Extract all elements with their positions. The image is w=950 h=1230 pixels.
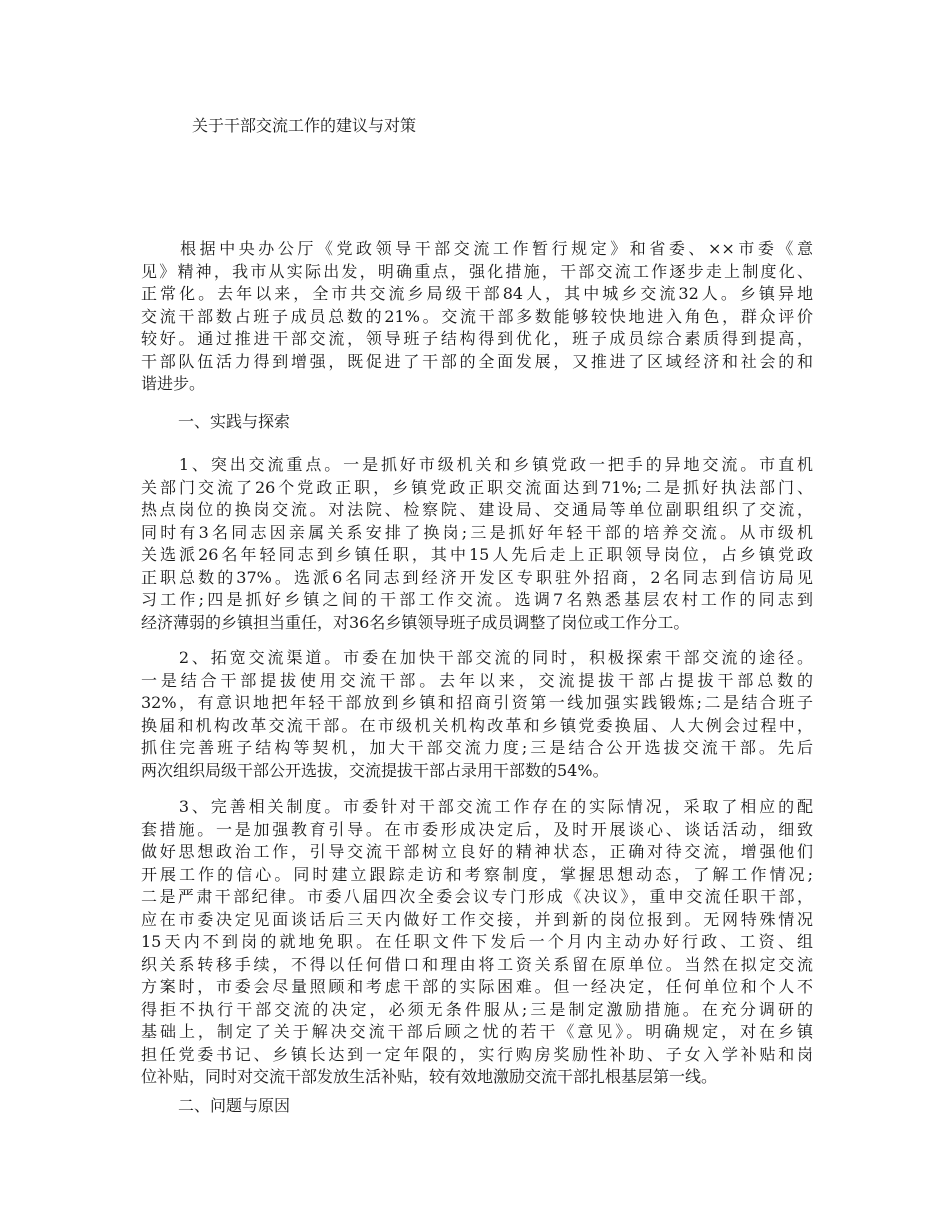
text-line: 开展工作的信心。同时建立跟踪走访和考察制度，掌握思想动态，了解工作情况;	[141, 864, 813, 884]
text-line: 热点岗位的换岗交流。对法院、检察院、建设局、交通局等单位副职组织了交流，	[141, 500, 813, 519]
text-line: 关部门交流了26个党政正职，乡镇党政正职交流面达到71%;二是抓好执法部门、	[141, 477, 813, 497]
text-line: 谐进步。	[141, 374, 206, 393]
text-line: 基础上，制定了关于解决交流干部后顾之忧的若干《意见》。明确规定，对在乡镇	[141, 1022, 813, 1041]
text-line: 抓住完善班子结构等契机，加大干部交流力度;三是结合公开选拔交流干部。先后	[141, 738, 813, 757]
text-line: 习工作;四是抓好乡镇之间的干部工作交流。选调7名熟悉基层农村工作的同志到	[141, 590, 813, 609]
section-heading-problems: 二、问题与原因	[178, 1096, 291, 1115]
text-line: 套措施。一是加强教育引导。在市委形成决定后，及时开展谈心、谈话活动，细致	[141, 819, 813, 839]
text-line: 一是结合干部提拔使用交流干部。去年以来，交流提拔干部占提拔干部总数的	[141, 670, 813, 690]
text-line: 方案时，市委会尽量照顾和考虑干部的实际困难。但一经决定，任何单位和个人不	[141, 977, 813, 996]
text-line: 织关系转移手续，不得以任何借口和理由将工资关系留在原单位。当然在拟定交流	[141, 954, 813, 974]
text-line: 换届和机构改革交流干部。在市级机关机构改革和乡镇党委换届、人大例会过程中，	[141, 715, 813, 735]
intro-paragraph	[141, 238, 813, 396]
text-line: 32%，有意识地把年轻干部放到乡镇和招商引资第一线加强实践锻炼;二是结合班子	[141, 693, 813, 712]
text-line: 担任党委书记、乡镇长达到一定年限的，实行购房奖励性补助、子女入学补贴和岗	[141, 1044, 813, 1064]
text-line: 3、完善相关制度。市委针对干部交流工作存在的实际情况，采取了相应的配	[141, 797, 813, 816]
paragraph-related-systems	[141, 796, 813, 1089]
section-heading-practice: 一、实践与探索	[178, 412, 291, 431]
text-line: 关选派26名年轻同志到乡镇任职，其中15人先后走上正职领导岗位，占乡镇党政	[141, 545, 813, 564]
text-line: 同时有3名同志因亲属关系安排了换岗;三是抓好年轻干部的培养交流。从市级机	[141, 522, 813, 542]
text-line: 交流干部数占班子成员总数的21%。交流干部多数能够较快地进入角色，群众评价	[141, 306, 813, 326]
text-line: 两次组织局级干部公开选拔，交流提拔干部占录用干部数的54%。	[141, 760, 609, 780]
text-line: 正常化。去年以来，全市共交流乡局级干部84人，其中城乡交流32人。乡镇异地	[141, 284, 813, 303]
paragraph-exchange-focus	[141, 454, 813, 634]
text-line: 15天内不到岗的就地免职。在任职文件下发后一个月内主动办好行政、工资、组	[141, 932, 813, 951]
text-line: 位补贴，同时对交流干部发放生活补贴，较有效地激励交流干部扎根基层第一线。	[141, 1067, 718, 1086]
document-title: 关于干部交流工作的建议与对策	[192, 116, 417, 135]
text-line: 经济薄弱的乡镇担当重任，对36名乡镇领导班子成员调整了岗位或工作分工。	[141, 612, 690, 632]
text-line: 2、拓宽交流渠道。市委在加快干部交流的同时，积极探索干部交流的途径。	[141, 648, 813, 667]
text-line: 1、突出交流重点。一是抓好市级机关和乡镇党政一把手的异地交流。市直机	[141, 455, 813, 474]
text-line: 根据中央办公厅《党政领导干部交流工作暂行规定》和省委、××市委《意	[141, 239, 813, 258]
text-line: 做好思想政治工作，引导交流干部树立良好的精神状态，正确对待交流，增强他们	[141, 842, 813, 861]
text-line: 正职总数的37%。选派6名同志到经济开发区专职驻外招商，2名同志到信访局见	[141, 567, 813, 587]
text-line: 干部队伍活力得到增强，既促进了干部的全面发展，又推进了区域经济和社会的和	[141, 351, 813, 371]
text-line: 二是严肃干部纪律。市委八届四次全委会议专门形成《决议》，重申交流任职干部，	[141, 887, 813, 906]
text-line: 较好。通过推进干部交流，领导班子结构得到优化，班子成员综合素质得到提高，	[141, 329, 813, 348]
text-line: 应在市委决定见面谈话后三天内做好工作交接，并到新的岗位报到。无网特殊情况	[141, 909, 813, 929]
text-line: 见》精神，我市从实际出发，明确重点，强化措施，干部交流工作逐步走上制度化、	[141, 261, 813, 281]
text-line: 得拒不执行干部交流的决定，必须无条件服从;三是制定激励措施。在充分调研的	[141, 999, 813, 1019]
paragraph-exchange-channels	[141, 647, 813, 782]
